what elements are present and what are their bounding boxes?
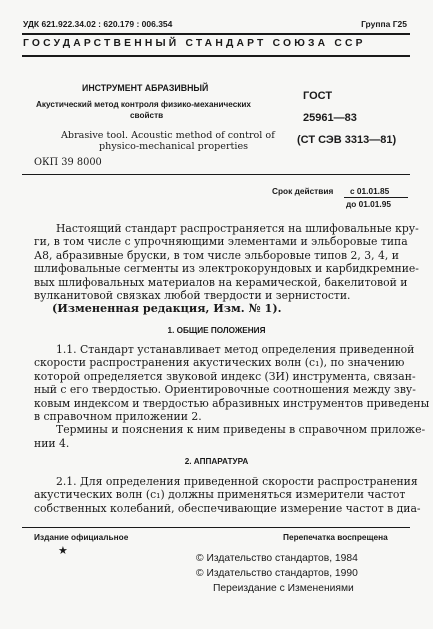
validity-underline — [344, 197, 408, 198]
intro-line: ги, в том числе с упрочняющими элементами и эльборовые типа — [34, 235, 408, 249]
title-en-line1: Abrasive tool. Acoustic method of control of — [61, 130, 275, 141]
gost-number: 25961—83 — [303, 112, 357, 124]
standard-banner: ГОСУДАРСТВЕННЫЙ СТАНДАРТ СОЮЗА ССР — [23, 38, 366, 49]
section-1-line: ный с его твердостью. Ориентировочные соотношения между зву- — [34, 383, 416, 397]
section-1-heading: 1. ОБЩИЕ ПОЛОЖЕНИЯ — [167, 326, 266, 335]
title-rule — [22, 174, 410, 175]
section-1-line: ковым индексом и твердостью абразивных инструментов приведены — [34, 396, 430, 410]
gost-label: ГОСТ — [303, 90, 333, 102]
intro-line: А8, абразивные бруски, в том числе эльборовые типов 2, 3, 4, и — [34, 248, 399, 262]
section-2-heading: 2. АППАРАТУРА — [184, 457, 249, 466]
udk-code: УДК 621.922.34.02 : 620.179 : 006.354 — [23, 19, 173, 29]
intro-line: вулканитовой связках любой твердости и зернистости. — [34, 289, 351, 303]
revision-note: (Измененная редакция, Изм. № 1). — [52, 301, 282, 316]
subtitle-ru-line1: Акустический метод контроля физико-механических — [36, 100, 251, 109]
section-2-line: акустических волн (c₁) должны применяться измерители частот — [34, 488, 406, 502]
header-rule-bottom — [22, 55, 410, 57]
section-1-line: скорости распространения акустических волн (c₁), по значению — [34, 356, 405, 370]
section-2-line: собственных колебаний, обеспечивающие измерение частот в диа- — [34, 501, 421, 515]
section-1-line: которой определяется звуковой индекс (ЗИ) инструмента, связан- — [34, 369, 416, 383]
copyright-1990: © Издательство стандартов, 1990 — [196, 568, 358, 579]
validity-label: Срок действия — [272, 186, 334, 196]
section-2-body — [34, 475, 421, 515]
intro-paragraph — [34, 222, 419, 316]
group-code: Группа Г25 — [361, 19, 407, 29]
official-edition: Издание официальное — [34, 532, 129, 542]
footer-rule — [22, 527, 410, 528]
star-icon: ★ — [58, 544, 68, 557]
header-rule-top — [22, 33, 410, 35]
section-1-body — [34, 343, 430, 450]
intro-line: вых шлифовальных материалов на керамической, бакелитовой и — [34, 275, 408, 289]
st-sev-number: (СТ СЭВ 3313—81) — [297, 134, 397, 146]
section-1-line: Термины и пояснения к ним приведены в справочном приложе- — [56, 423, 426, 437]
title-ru: ИНСТРУМЕНТ АБРАЗИВНЫЙ — [82, 83, 209, 93]
validity-to: до 01.01.95 — [346, 199, 391, 209]
section-1-line: в справочном приложении 2. — [34, 410, 202, 424]
section-2-line: 2.1. Для определения приведенной скорости распространения — [56, 475, 418, 488]
section-1-line: нии 4. — [34, 436, 70, 450]
title-en-line2: physico-mechanical properties — [99, 141, 249, 152]
okp-code: ОКП 39 8000 — [34, 157, 102, 168]
subtitle-ru-line2: свойств — [130, 111, 164, 120]
reprint-notice: Переиздание с Изменениями — [213, 583, 354, 594]
intro-line: шлифовальные сегменты из электрокорундовых и карбидкремние- — [34, 262, 419, 276]
no-reprint-notice: Перепечатка воспрещена — [283, 532, 388, 542]
validity-from: с 01.01.85 — [350, 186, 390, 196]
copyright-1984: © Издательство стандартов, 1984 — [196, 553, 358, 564]
intro-line: Настоящий стандарт распространяется на шлифовальные кру- — [56, 222, 419, 235]
section-1-line: 1.1. Стандарт устанавливает метод определения приведенной — [56, 343, 415, 356]
